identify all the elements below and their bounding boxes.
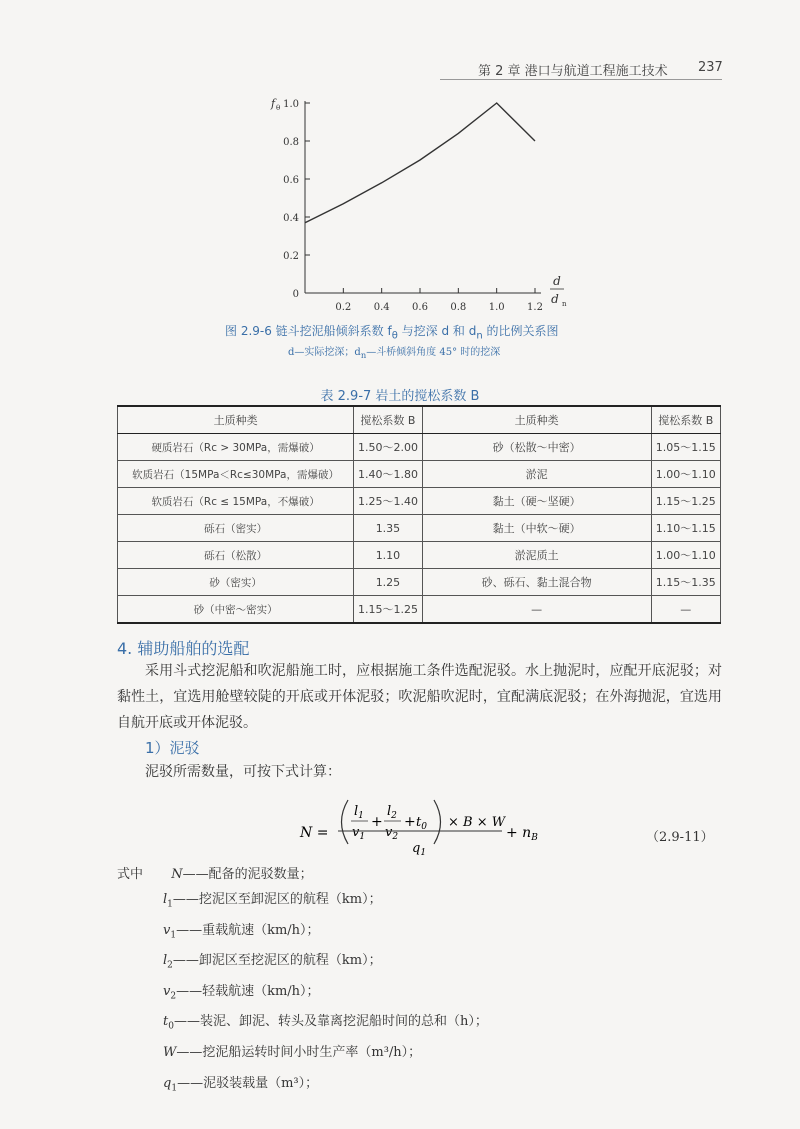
tilt-coefficient-chart <box>260 90 590 320</box>
table-cell: 1.35 <box>354 515 423 542</box>
col-header-soil-type: 土质种类 <box>118 406 354 434</box>
svg-text:+ nB: + $n_B$ <box>506 825 538 843</box>
x-axis-label-num: d <box>553 274 561 288</box>
definition-row: $l_2——$卸泥区至挖泥区的航程（km）； <box>117 948 488 979</box>
y-tick-label: 0.6 <box>283 175 299 186</box>
svg-text:l2: $l_2$ <box>387 804 397 821</box>
left-paren <box>342 800 349 844</box>
x-axis-label-den-sub: n <box>562 300 567 308</box>
header-rule <box>440 79 722 80</box>
formula-lhs: N = <box>300 825 329 841</box>
sub-heading: 1）泥驳 <box>145 739 200 757</box>
definition-row: $v_2——$轻载航速（km/h）； <box>117 979 488 1010</box>
y-axis-label: f <box>271 97 276 110</box>
definitions-lead: 式中 <box>117 867 144 882</box>
table-header-row <box>118 406 721 434</box>
svg-text:q1: $q_1$ <box>412 841 427 858</box>
col-header-soil-type-2: 土质种类 <box>422 406 651 434</box>
svg-text:+: + <box>404 814 416 830</box>
definition-row: $l_1——$挖泥区至卸泥区的航程（km）； <box>117 887 488 918</box>
col-header-coefficient: 搅松系数 B <box>354 406 423 434</box>
definition-text: ——挖泥船运转时间小时生产率（m³/h）； <box>176 1044 422 1060</box>
figure-note: d—实际挖深；$d_n—$斗桥倾斜角度 45° 时的挖深 <box>288 347 501 360</box>
table-row <box>118 488 721 515</box>
x-tick-label: 0.2 <box>335 302 352 313</box>
y-tick-label: 0.4 <box>283 213 299 224</box>
table-row <box>118 542 721 569</box>
series-line <box>305 103 535 223</box>
table-cell: 1.40～1.80 <box>354 461 423 488</box>
page-number: 237 <box>698 60 723 75</box>
definition-row: $t_0——$装泥、卸泥、转头及靠离挖泥船时间的总和（h）； <box>117 1009 488 1040</box>
table-row <box>118 596 721 624</box>
definition-row <box>117 1040 488 1071</box>
table-cell: 软质岩石（Rc ≤ 15MPa，不爆破） <box>118 488 354 515</box>
definition-row: 式中 N——配备的泥驳数量； <box>117 862 488 887</box>
y-tick-label: 1.0 <box>283 99 299 110</box>
svg-text:v2: $v_2$ <box>385 825 399 842</box>
y-tick-label: 0.2 <box>283 251 299 262</box>
formula-intro: 泥驳所需数量，可按下式计算： <box>145 764 341 780</box>
x-tick-label: 1.2 <box>527 302 543 313</box>
table-row <box>118 569 721 596</box>
x-tick-label: 1.0 <box>488 302 505 313</box>
variable-definitions <box>117 862 488 1101</box>
col-header-coefficient-2: 搅松系数 B <box>651 406 721 434</box>
table-cell: 1.50～2.00 <box>354 434 423 461</box>
table-cell: 砾石（密实） <box>118 515 354 542</box>
table-cell: 砂、砾石、黏土混合物 <box>422 569 651 596</box>
table-cell: — <box>651 596 721 624</box>
definition-text: ——装泥、卸泥、转头及靠离挖泥船时间的总和（h）； <box>173 1014 488 1030</box>
definition-symbol: t <box>163 1014 169 1030</box>
definition-symbol: q <box>163 1075 172 1091</box>
table-cell: 1.10～1.15 <box>651 515 721 542</box>
table-cell: 砂（密实） <box>118 569 354 596</box>
definition-text: ——重载航速（km/h）； <box>176 922 320 938</box>
table-cell: 1.10 <box>354 542 423 569</box>
table-cell: 1.15～1.35 <box>651 569 721 596</box>
x-tick-label: 0.8 <box>450 302 467 313</box>
definition-symbol: W <box>163 1044 177 1060</box>
table-cell: 淤泥 <box>422 461 651 488</box>
table-row <box>118 434 721 461</box>
definition-symbol: l <box>163 892 168 907</box>
definition-text: ——挖泥区至卸泥区的航程（km）； <box>172 892 382 907</box>
table-cell: 砾石（松散） <box>118 542 354 569</box>
formula-number: （2.9-11） <box>646 830 714 845</box>
x-axis-label-den: d <box>551 292 559 306</box>
table-cell: 软质岩石（15MPa＜Rc≤30MPa，需爆破） <box>118 461 354 488</box>
x-tick-label: 0.4 <box>373 302 390 313</box>
numerator-tail: × B × W <box>448 815 506 830</box>
y-axis-label-sub: θ <box>276 104 281 112</box>
x-tick-label: 0.6 <box>412 302 428 313</box>
loosening-coefficient-table <box>117 405 721 624</box>
definition-row: $v_1——$重载航速（km/h）； <box>117 918 488 949</box>
chapter-title: 第 2 章 港口与航道工程施工技术 <box>478 64 668 79</box>
definition-symbol: l <box>163 953 168 969</box>
barge-count-formula <box>0 790 800 860</box>
definition-text: ——轻载航速（km/h）； <box>176 983 320 999</box>
table-cell: 1.00～1.10 <box>651 542 721 569</box>
definition-text: ——泥驳装载量（m³）； <box>177 1075 319 1091</box>
definition-text: ——卸泥区至挖泥区的航程（km）； <box>172 953 382 969</box>
definition-symbol: v <box>163 983 171 999</box>
svg-text:l1: $l_1$ <box>354 804 364 821</box>
svg-text:t0: $t_0$ <box>416 815 427 832</box>
table-row <box>118 515 721 542</box>
y-tick-label: 0 <box>292 289 299 300</box>
table-cell: 黏土（中软～硬） <box>422 515 651 542</box>
table-cell: 1.00～1.10 <box>651 461 721 488</box>
section-heading: 4. 辅助船舶的选配 <box>117 639 250 658</box>
table-cell: 1.05～1.15 <box>651 434 721 461</box>
svg-text:v1: $v_1$ <box>352 825 366 842</box>
section-paragraph: 采用斗式挖泥船和吹泥船施工时，应根据施工条件选配泥驳。水上抛泥时，应配开底泥驳；对黏性土，宜选用舱壁较陡的开底或开体泥驳；吹泥船吹泥时，宜配满底泥驳；在外海抛泥，宜选用自航开底或开体泥驳。 <box>117 663 722 731</box>
table-cell: — <box>422 596 651 624</box>
figure-caption: 图 2.9-6 链斗挖泥船倾斜系数 $f_\theta$ 与挖深 d 和 $d_n$ 的比例关系图 <box>225 324 559 342</box>
y-tick-label: 0.8 <box>283 137 299 148</box>
table-cell: 1.15～1.25 <box>651 488 721 515</box>
table-cell: 砂（中密～密实） <box>118 596 354 624</box>
table-cell: 1.25～1.40 <box>354 488 423 515</box>
svg-text:+: + <box>371 814 383 830</box>
definition-row: $q_1——$泥驳装载量（m³）； <box>117 1071 488 1102</box>
table-cell: 砂（松散～中密） <box>422 434 651 461</box>
definition-symbol: v <box>163 922 171 938</box>
table-caption: 表 2.9-7 岩土的搅松系数 B <box>320 389 480 404</box>
table-row <box>118 461 721 488</box>
table-cell: 1.25 <box>354 569 423 596</box>
right-paren <box>434 800 441 844</box>
table-cell: 硬质岩石（Rc > 30MPa，需爆破） <box>118 434 354 461</box>
table-cell: 淤泥质土 <box>422 542 651 569</box>
table-cell: 1.15～1.25 <box>354 596 423 624</box>
table-cell: 黏土（硬～坚硬） <box>422 488 651 515</box>
